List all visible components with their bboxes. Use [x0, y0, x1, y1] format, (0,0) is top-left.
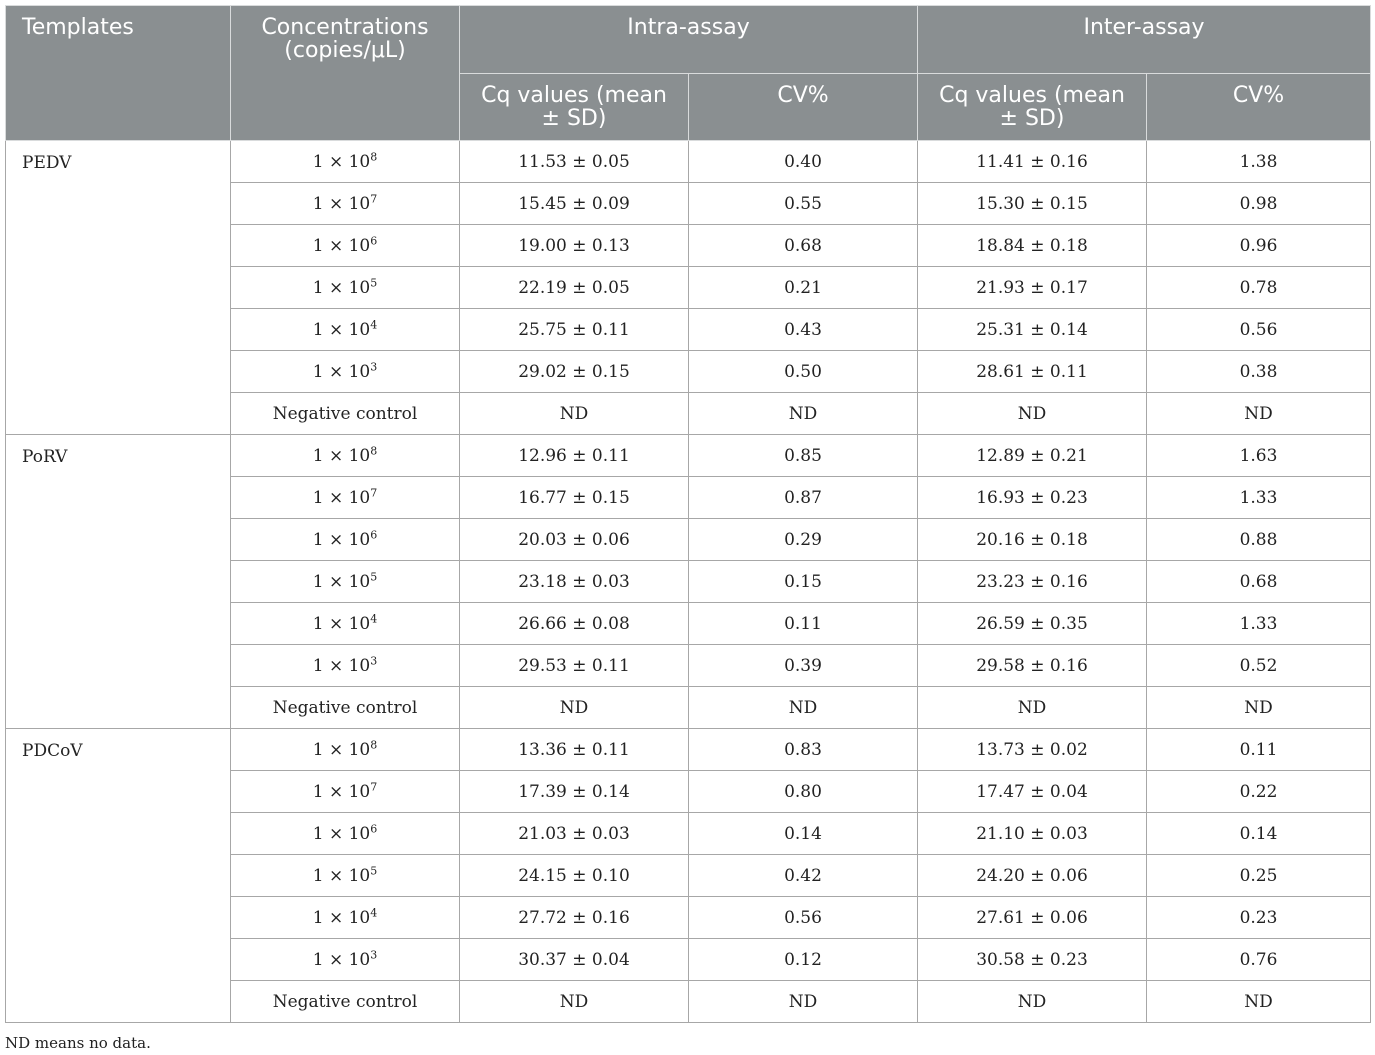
intra-cq-cell: ND	[460, 981, 689, 1023]
inter-cv-cell: 0.78	[1147, 267, 1371, 309]
inter-cq-cell: ND	[918, 687, 1147, 729]
concentration-exponent: 3	[370, 947, 378, 961]
intra-cq-cell: 22.19 ± 0.05	[460, 267, 689, 309]
concentration-base: 1 × 10	[312, 907, 371, 928]
concentration-cell	[231, 435, 460, 477]
inter-cq-cell: 21.93 ± 0.17	[918, 267, 1147, 309]
header-intra-cv: CV%	[689, 74, 918, 141]
intra-cq-cell: 12.96 ± 0.11	[460, 435, 689, 477]
concentration-cell	[231, 855, 460, 897]
intra-cv-cell: 0.29	[689, 519, 918, 561]
table-body	[6, 141, 1371, 1023]
intra-cv-cell: 0.39	[689, 645, 918, 687]
table-row	[6, 729, 1371, 771]
concentration-base: 1 × 10	[312, 655, 371, 676]
intra-cv-cell: ND	[689, 393, 918, 435]
intra-cq-cell: 27.72 ± 0.16	[460, 897, 689, 939]
header-intra-assay: Intra-assay	[460, 6, 918, 74]
inter-cq-cell: ND	[918, 393, 1147, 435]
concentration-exponent: 8	[370, 443, 378, 457]
intra-cv-cell: 0.21	[689, 267, 918, 309]
concentration-cell	[231, 141, 460, 183]
inter-cq-cell: 25.31 ± 0.14	[918, 309, 1147, 351]
inter-cv-cell: 0.52	[1147, 645, 1371, 687]
table-row	[6, 435, 1371, 477]
concentration-exponent: 5	[370, 569, 378, 583]
inter-cv-cell: 1.38	[1147, 141, 1371, 183]
intra-cq-cell: 30.37 ± 0.04	[460, 939, 689, 981]
concentration-cell	[231, 267, 460, 309]
concentration-exponent: 8	[370, 737, 378, 751]
concentration-base: Negative control	[272, 403, 418, 424]
concentration-exponent: 3	[370, 653, 378, 667]
concentration-cell	[231, 561, 460, 603]
concentration-exponent: 4	[370, 905, 378, 919]
inter-cv-cell: ND	[1147, 393, 1371, 435]
concentration-cell	[231, 939, 460, 981]
inter-cv-cell: ND	[1147, 687, 1371, 729]
table-footnote: ND means no data.	[5, 1034, 151, 1052]
inter-cq-cell: 30.58 ± 0.23	[918, 939, 1147, 981]
intra-cq-cell: 16.77 ± 0.15	[460, 477, 689, 519]
inter-cv-cell: 0.25	[1147, 855, 1371, 897]
concentration-cell	[231, 897, 460, 939]
concentration-cell	[231, 351, 460, 393]
concentration-base: 1 × 10	[312, 319, 371, 340]
intra-cq-cell: 29.53 ± 0.11	[460, 645, 689, 687]
template-name: PEDV	[6, 141, 231, 435]
inter-cv-cell: 0.14	[1147, 813, 1371, 855]
concentration-base: Negative control	[272, 697, 418, 718]
concentration-cell	[231, 393, 460, 435]
concentration-base: 1 × 10	[312, 193, 371, 214]
template-name: PDCoV	[6, 729, 231, 1023]
intra-cq-cell: ND	[460, 687, 689, 729]
intra-cv-cell: 0.55	[689, 183, 918, 225]
intra-cq-cell: 25.75 ± 0.11	[460, 309, 689, 351]
concentration-base: 1 × 10	[312, 949, 371, 970]
intra-cq-cell: 26.66 ± 0.08	[460, 603, 689, 645]
concentration-exponent: 5	[370, 863, 378, 877]
intra-cq-cell: 24.15 ± 0.10	[460, 855, 689, 897]
inter-cv-cell: ND	[1147, 981, 1371, 1023]
intra-cv-cell: 0.80	[689, 771, 918, 813]
concentration-exponent: 8	[370, 149, 378, 163]
header-templates: Templates	[6, 6, 231, 141]
intra-cv-cell: 0.85	[689, 435, 918, 477]
inter-cq-cell: 11.41 ± 0.16	[918, 141, 1147, 183]
intra-cq-cell: 29.02 ± 0.15	[460, 351, 689, 393]
inter-cq-cell: 17.47 ± 0.04	[918, 771, 1147, 813]
concentration-base: 1 × 10	[312, 151, 371, 172]
concentration-cell	[231, 603, 460, 645]
inter-cq-cell: 20.16 ± 0.18	[918, 519, 1147, 561]
inter-cq-cell: 13.73 ± 0.02	[918, 729, 1147, 771]
intra-cv-cell: 0.11	[689, 603, 918, 645]
inter-cv-cell: 0.88	[1147, 519, 1371, 561]
table-row	[6, 141, 1371, 183]
concentration-cell	[231, 645, 460, 687]
header-inter-cv: CV%	[1147, 74, 1371, 141]
intra-cv-cell: 0.56	[689, 897, 918, 939]
results-table	[5, 5, 1371, 1023]
intra-cv-cell: 0.87	[689, 477, 918, 519]
inter-cv-cell: 0.38	[1147, 351, 1371, 393]
inter-cq-cell: 12.89 ± 0.21	[918, 435, 1147, 477]
concentration-cell	[231, 771, 460, 813]
concentration-cell	[231, 813, 460, 855]
concentration-exponent: 7	[370, 191, 378, 205]
intra-cq-cell: ND	[460, 393, 689, 435]
intra-cq-cell: 21.03 ± 0.03	[460, 813, 689, 855]
concentration-cell	[231, 183, 460, 225]
concentration-exponent: 6	[370, 233, 378, 247]
intra-cq-cell: 19.00 ± 0.13	[460, 225, 689, 267]
intra-cv-cell: 0.40	[689, 141, 918, 183]
concentration-base: 1 × 10	[312, 529, 371, 550]
concentration-exponent: 7	[370, 779, 378, 793]
intra-cv-cell: 0.15	[689, 561, 918, 603]
concentration-cell	[231, 477, 460, 519]
inter-cq-cell: ND	[918, 981, 1147, 1023]
header-inter-cq: Cq values (mean ± SD)	[918, 74, 1147, 141]
inter-cq-cell: 18.84 ± 0.18	[918, 225, 1147, 267]
inter-cv-cell: 1.63	[1147, 435, 1371, 477]
concentration-cell	[231, 225, 460, 267]
inter-cv-cell: 0.68	[1147, 561, 1371, 603]
intra-cq-cell: 13.36 ± 0.11	[460, 729, 689, 771]
intra-cv-cell: 0.83	[689, 729, 918, 771]
intra-cv-cell: 0.68	[689, 225, 918, 267]
inter-cq-cell: 16.93 ± 0.23	[918, 477, 1147, 519]
template-name: PoRV	[6, 435, 231, 729]
concentration-base: Negative control	[272, 991, 418, 1012]
intra-cv-cell: 0.43	[689, 309, 918, 351]
concentration-base: 1 × 10	[312, 361, 371, 382]
concentration-exponent: 3	[370, 359, 378, 373]
concentration-cell	[231, 309, 460, 351]
intra-cv-cell: 0.14	[689, 813, 918, 855]
concentration-base: 1 × 10	[312, 571, 371, 592]
inter-cv-cell: 0.56	[1147, 309, 1371, 351]
concentration-base: 1 × 10	[312, 235, 371, 256]
inter-cq-cell: 27.61 ± 0.06	[918, 897, 1147, 939]
intra-cv-cell: ND	[689, 687, 918, 729]
concentration-cell	[231, 729, 460, 771]
concentration-exponent: 6	[370, 527, 378, 541]
concentration-base: 1 × 10	[312, 865, 371, 886]
concentration-exponent: 5	[370, 275, 378, 289]
concentration-cell	[231, 519, 460, 561]
inter-cv-cell: 0.11	[1147, 729, 1371, 771]
concentration-base: 1 × 10	[312, 613, 371, 634]
inter-cv-cell: 0.96	[1147, 225, 1371, 267]
inter-cv-cell: 0.22	[1147, 771, 1371, 813]
concentration-exponent: 4	[370, 611, 378, 625]
inter-cv-cell: 0.76	[1147, 939, 1371, 981]
inter-cq-cell: 21.10 ± 0.03	[918, 813, 1147, 855]
header-intra-cq: Cq values (mean ± SD)	[460, 74, 689, 141]
inter-cq-cell: 26.59 ± 0.35	[918, 603, 1147, 645]
inter-cv-cell: 1.33	[1147, 477, 1371, 519]
inter-cv-cell: 0.98	[1147, 183, 1371, 225]
intra-cv-cell: 0.12	[689, 939, 918, 981]
intra-cv-cell: 0.50	[689, 351, 918, 393]
inter-cq-cell: 15.30 ± 0.15	[918, 183, 1147, 225]
intra-cq-cell: 15.45 ± 0.09	[460, 183, 689, 225]
concentration-exponent: 6	[370, 821, 378, 835]
intra-cq-cell: 23.18 ± 0.03	[460, 561, 689, 603]
concentration-base: 1 × 10	[312, 487, 371, 508]
concentration-cell	[231, 687, 460, 729]
inter-cq-cell: 23.23 ± 0.16	[918, 561, 1147, 603]
inter-cq-cell: 29.58 ± 0.16	[918, 645, 1147, 687]
concentration-cell	[231, 981, 460, 1023]
header-concentrations: Concentrations (copies/μL)	[231, 6, 460, 141]
intra-cq-cell: 17.39 ± 0.14	[460, 771, 689, 813]
inter-cq-cell: 24.20 ± 0.06	[918, 855, 1147, 897]
intra-cv-cell: 0.42	[689, 855, 918, 897]
concentration-base: 1 × 10	[312, 445, 371, 466]
intra-cv-cell: ND	[689, 981, 918, 1023]
concentration-base: 1 × 10	[312, 823, 371, 844]
concentration-exponent: 4	[370, 317, 378, 331]
intra-cq-cell: 11.53 ± 0.05	[460, 141, 689, 183]
concentration-base: 1 × 10	[312, 277, 371, 298]
inter-cv-cell: 0.23	[1147, 897, 1371, 939]
intra-cq-cell: 20.03 ± 0.06	[460, 519, 689, 561]
concentration-base: 1 × 10	[312, 739, 371, 760]
concentration-base: 1 × 10	[312, 781, 371, 802]
inter-cq-cell: 28.61 ± 0.11	[918, 351, 1147, 393]
inter-cv-cell: 1.33	[1147, 603, 1371, 645]
header-inter-assay: Inter-assay	[918, 6, 1371, 74]
concentration-exponent: 7	[370, 485, 378, 499]
